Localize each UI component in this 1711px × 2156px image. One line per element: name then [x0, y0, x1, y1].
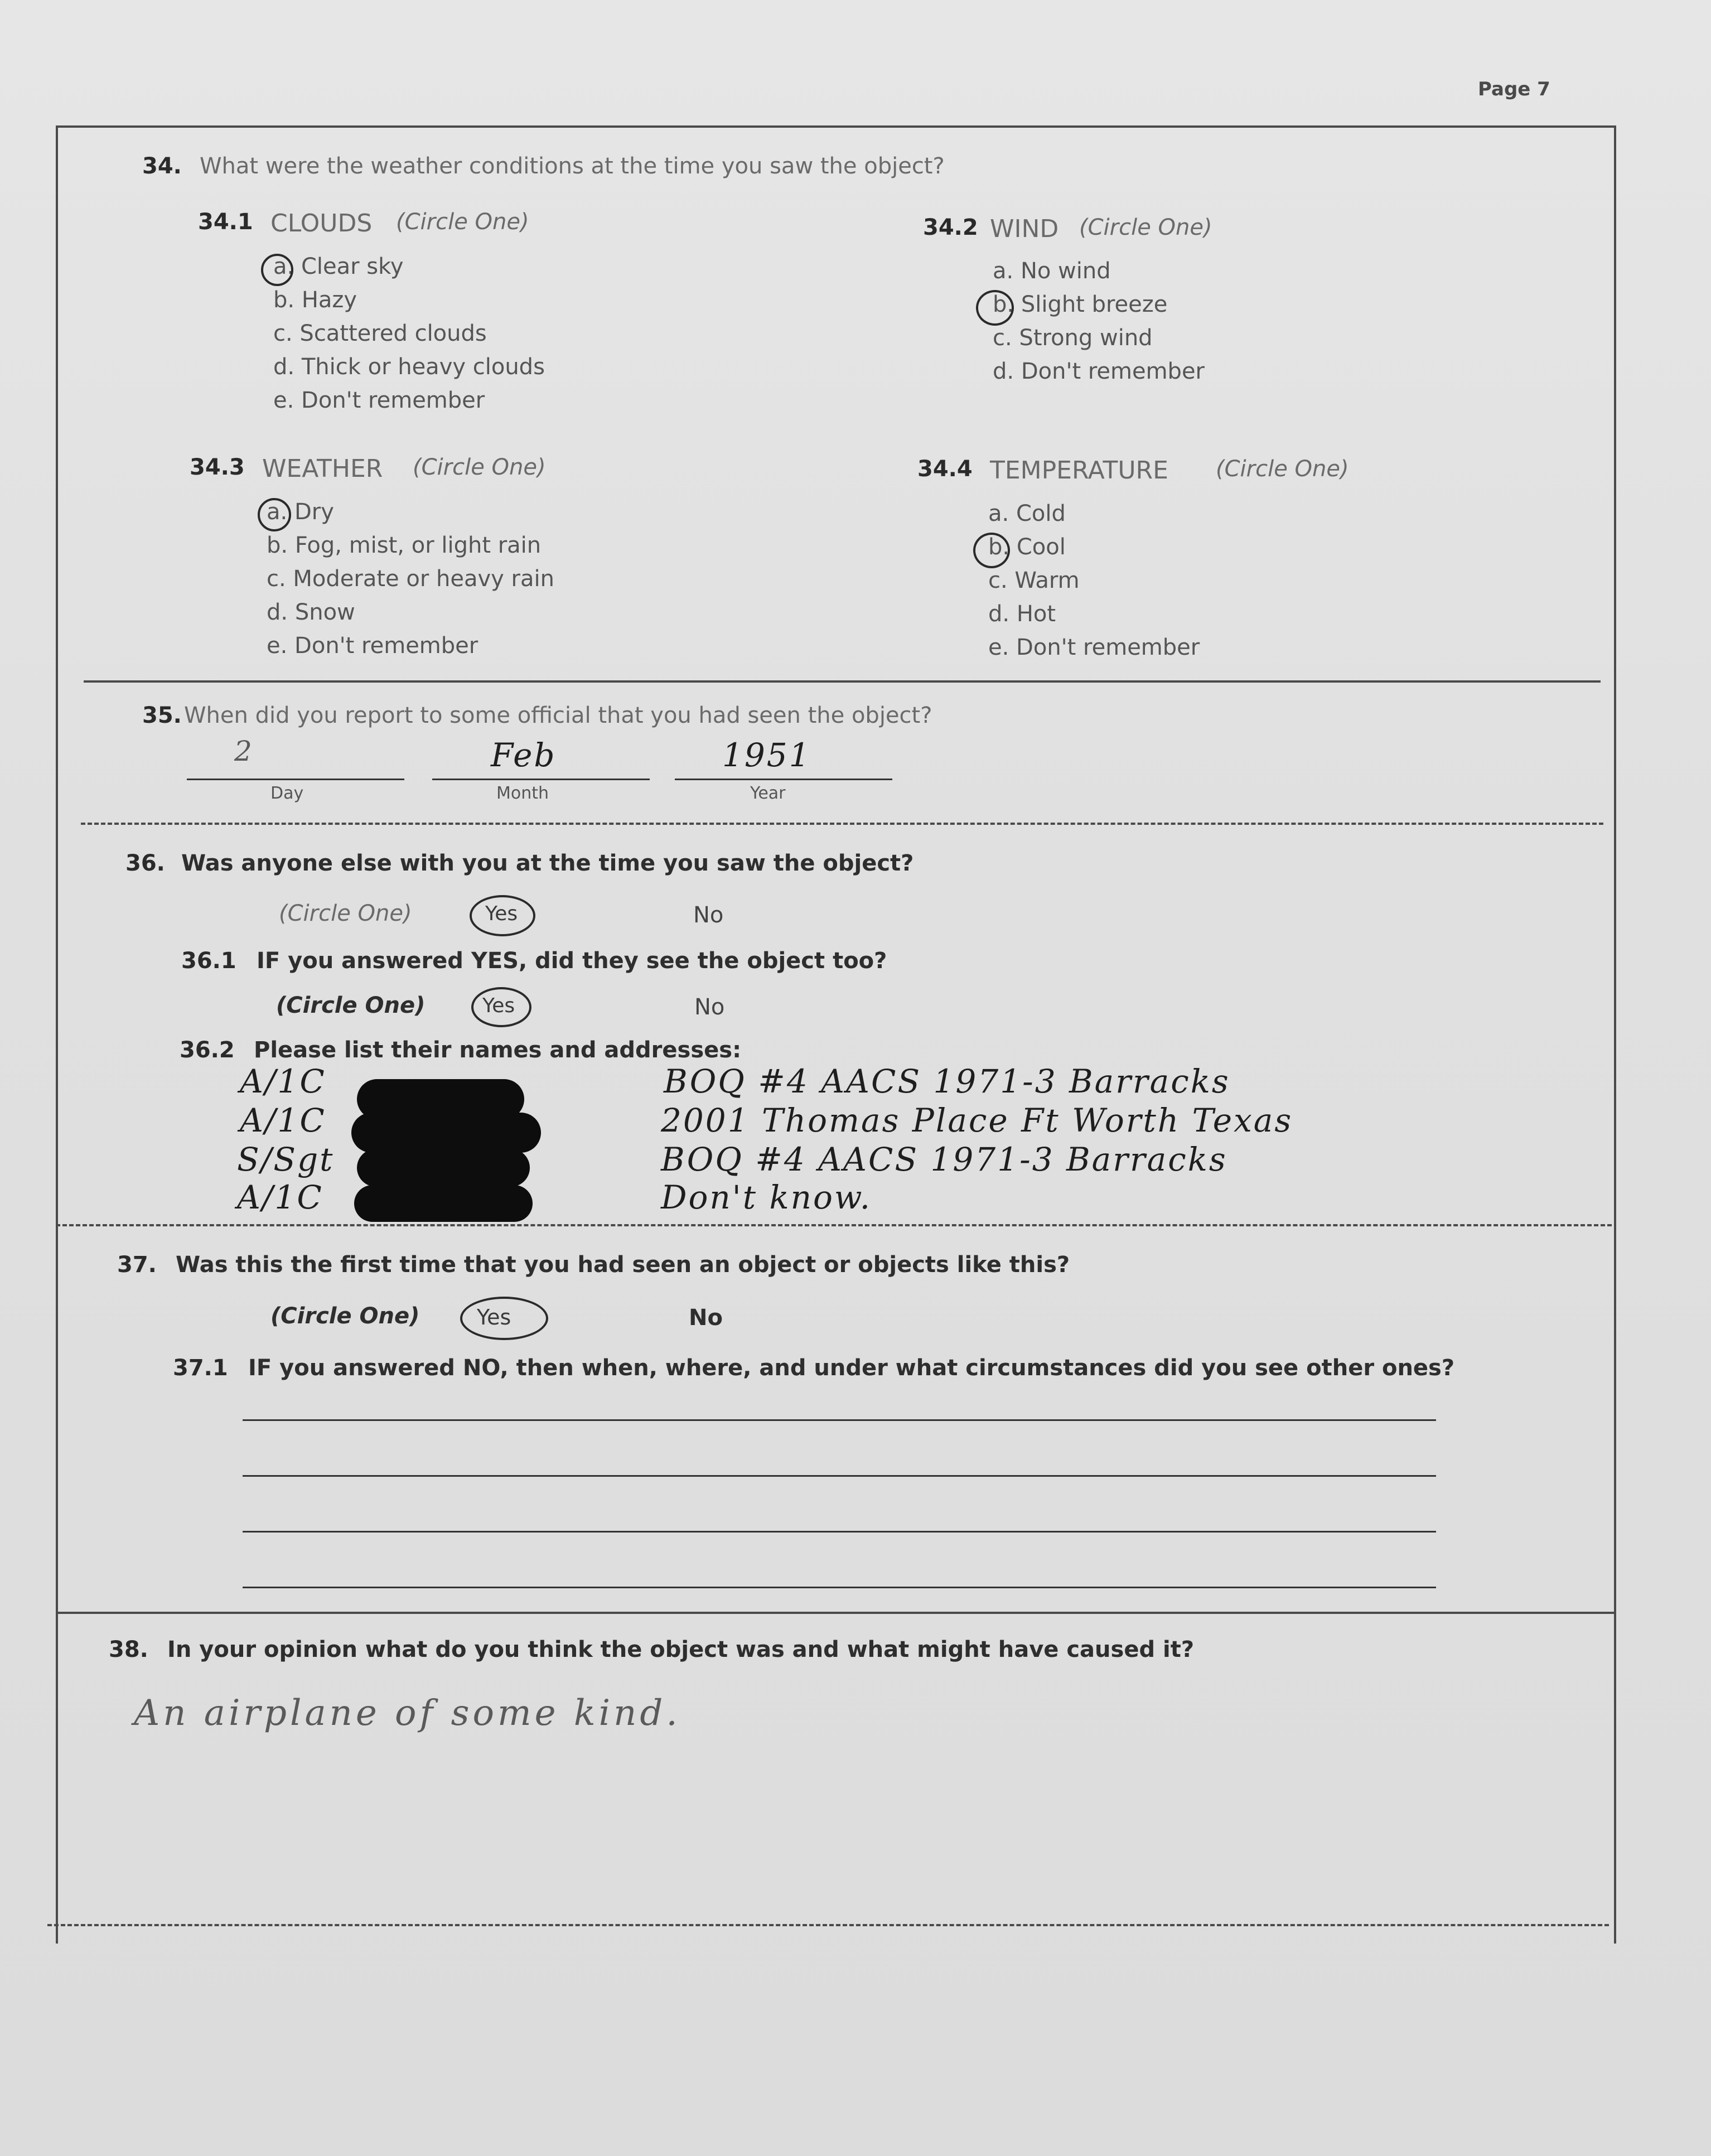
report-day-value[interactable]: 2 [234, 735, 254, 767]
selection-circle [976, 290, 1014, 326]
section-title: CLOUDS [270, 209, 373, 238]
report-year-value[interactable]: 1951 [722, 736, 811, 774]
option-d[interactable]: d. Hot [988, 601, 1056, 627]
question-text: When did you report to some official that you had seen the object? [184, 703, 932, 728]
option-b[interactable]: b. Hazy [273, 287, 357, 313]
option-c[interactable]: c. Scattered clouds [273, 321, 487, 346]
answer-line[interactable] [243, 1419, 1436, 1421]
section-number: 34.1 [198, 209, 253, 235]
section-hint: (Circle One) [413, 455, 546, 480]
section-hint: (Circle One) [1079, 215, 1212, 240]
section-number: 34.4 [917, 456, 973, 482]
answer-line[interactable] [243, 1531, 1436, 1533]
witness-address[interactable]: Don't know. [661, 1178, 872, 1216]
subquestion-text: IF you answered NO, then when, where, and under what circumstances did you see other ones? [248, 1355, 1455, 1381]
option-c[interactable]: c. Moderate or heavy rain [267, 566, 554, 592]
redaction-bar [354, 1185, 533, 1222]
witness-rank: S/Sgt [237, 1140, 335, 1178]
selection-circle [471, 987, 531, 1027]
question-number: 38. [109, 1637, 148, 1662]
section-title: WEATHER [262, 455, 383, 483]
option-b[interactable]: b. Cool [988, 534, 1066, 560]
circle-one-hint: (Circle One) [270, 1303, 420, 1329]
witness-rank: A/1C [237, 1178, 323, 1216]
yes-option[interactable]: Yes [477, 1305, 511, 1330]
yes-option[interactable]: Yes [482, 994, 515, 1017]
report-month-value[interactable]: Feb [491, 736, 557, 774]
redaction-bar [351, 1113, 541, 1153]
opinion-answer[interactable]: An airplane of some kind. [134, 1693, 681, 1734]
section-number: 34.2 [923, 215, 978, 240]
question-number: 36. [125, 850, 165, 876]
section-divider [56, 1612, 1614, 1614]
witness-address[interactable]: 2001 Thomas Place Ft Worth Texas [661, 1101, 1293, 1139]
section-title: WIND [990, 215, 1059, 243]
year-label: Year [750, 784, 786, 803]
frame-bottom-border [47, 1924, 1609, 1926]
subquestion-number: 37.1 [173, 1355, 228, 1381]
option-a[interactable]: a. Dry [267, 499, 334, 525]
option-d[interactable]: d. Don't remember [993, 359, 1205, 384]
answer-line[interactable] [243, 1587, 1436, 1588]
circle-one-hint: (Circle One) [279, 901, 412, 926]
option-c[interactable]: c. Strong wind [993, 325, 1153, 351]
no-option[interactable]: No [693, 902, 724, 928]
option-e[interactable]: e. Don't remember [988, 635, 1200, 660]
option-b[interactable]: b. Slight breeze [993, 292, 1168, 317]
section-divider [81, 823, 1603, 825]
answer-line[interactable] [243, 1475, 1436, 1477]
question-text: Was anyone else with you at the time you saw the object? [181, 850, 914, 876]
section-divider [84, 680, 1601, 683]
section-title: TEMPERATURE [990, 456, 1168, 485]
year-blank [675, 779, 892, 780]
witness-address[interactable]: BOQ #4 AACS 1971-3 Barracks [664, 1062, 1230, 1100]
option-d[interactable]: d. Snow [267, 600, 355, 625]
day-label: Day [270, 784, 304, 803]
selection-circle [460, 1297, 548, 1340]
no-option[interactable]: No [689, 1305, 723, 1331]
option-e[interactable]: e. Don't remember [273, 388, 485, 413]
circle-one-hint: (Circle One) [276, 993, 426, 1018]
selection-circle [261, 254, 293, 286]
section-hint: (Circle One) [1216, 456, 1349, 482]
witness-address[interactable]: BOQ #4 AACS 1971-3 Barracks [661, 1140, 1227, 1178]
redaction-bar [357, 1149, 530, 1187]
witness-rank: A/1C [240, 1062, 326, 1100]
subquestion-text: Please list their names and addresses: [254, 1037, 742, 1063]
question-number: 37. [117, 1252, 157, 1278]
frame-top-border [56, 125, 1614, 128]
question-number: 34. [142, 153, 182, 179]
section-number: 34.3 [190, 455, 245, 480]
option-b[interactable]: b. Fog, mist, or light rain [267, 533, 542, 558]
option-a[interactable]: a. No wind [993, 258, 1111, 284]
question-text: In your opinion what do you think the object was and what might have caused it? [167, 1637, 1195, 1662]
witness-rank: A/1C [240, 1101, 326, 1139]
no-option[interactable]: No [694, 994, 725, 1020]
subquestion-number: 36.1 [181, 948, 236, 974]
option-c[interactable]: c. Warm [988, 568, 1080, 593]
question-text: What were the weather conditions at the time you saw the object? [200, 153, 945, 179]
option-d[interactable]: d. Thick or heavy clouds [273, 354, 545, 380]
question-text: Was this the first time that you had seen an object or objects like this? [176, 1252, 1070, 1278]
section-divider [56, 1224, 1612, 1226]
option-a[interactable]: a. Clear sky [273, 254, 404, 279]
selection-circle [258, 498, 291, 531]
month-blank [432, 779, 650, 780]
subquestion-text: IF you answered YES, did they see the object too? [257, 948, 887, 974]
yes-option[interactable]: Yes [485, 902, 518, 925]
subquestion-number: 36.2 [180, 1037, 235, 1063]
option-e[interactable]: e. Don't remember [267, 633, 478, 659]
page-number: Page 7 [1478, 78, 1550, 100]
selection-circle [470, 895, 535, 936]
selection-circle [973, 533, 1010, 568]
option-a[interactable]: a. Cold [988, 501, 1066, 526]
section-hint: (Circle One) [396, 209, 529, 235]
month-label: Month [496, 784, 549, 803]
question-number: 35. [142, 703, 182, 728]
day-blank [187, 779, 404, 780]
